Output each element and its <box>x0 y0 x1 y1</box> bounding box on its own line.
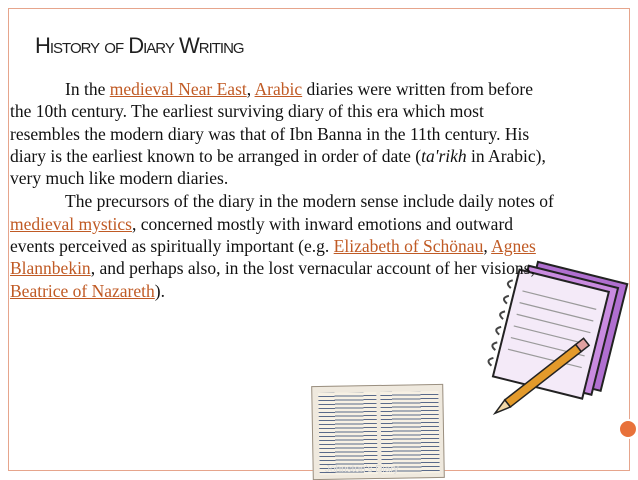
text-run: , concerned mostly with inward emotions and outward events perceived as spiritually important (e.g. <box>10 213 514 257</box>
italic-tarikh: ta'rikh <box>421 145 467 166</box>
paragraph-near-east <box>10 78 555 189</box>
text-run: , <box>483 236 492 257</box>
text-run: The precursors of the diary in the modern sense include daily notes of <box>65 191 554 212</box>
link-arabic[interactable]: Arabic <box>254 79 303 99</box>
photo-caption: Johnston's Diary <box>325 464 399 475</box>
text-run: in Arabic), very much like modern diaries. <box>10 145 546 189</box>
text-run: In the <box>65 79 110 99</box>
link-medieval-mystics[interactable]: medieval mystics <box>10 213 132 234</box>
text-run: , <box>246 79 255 99</box>
slide-title: History of Diary Writing <box>35 33 244 58</box>
text-run: , and perhaps also, in the lost vernacular account of her visions, <box>90 258 535 279</box>
link-agnes-blannbekin[interactable]: Agnes Blannbekin <box>10 236 536 279</box>
paragraph-precursors <box>10 190 555 301</box>
link-beatrice-of-nazareth[interactable]: Beatrice of Nazareth <box>10 280 155 301</box>
link-medieval-near-east[interactable]: medieval Near East <box>109 79 247 99</box>
slide-body <box>10 78 555 302</box>
text-run: ). <box>154 280 165 301</box>
link-elizabeth-of-schonau[interactable]: Elizabeth of Schönau <box>333 236 484 257</box>
text-run: diaries were written from before the 10th century. The earliest surviving diary of this era which most resembles the modern diary was that of Ibn Banna in the 11th century. His diary is the earliest known to be arranged in order of date ( <box>10 79 533 166</box>
